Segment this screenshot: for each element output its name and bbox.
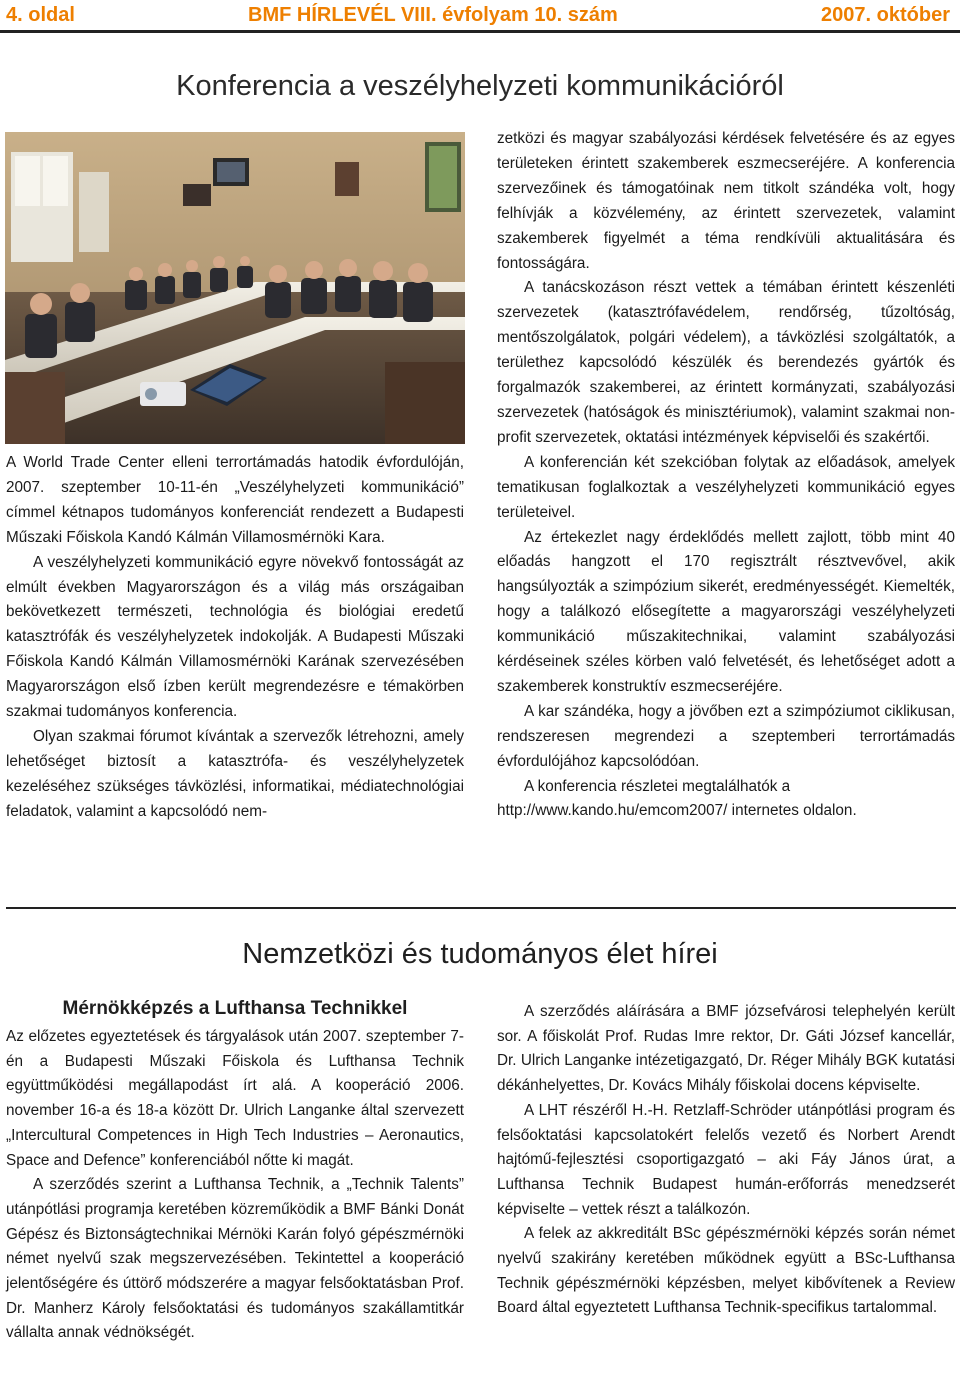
news-paragraph: A LHT részéről H.-H. Retzlaff-Schröder utánpótlási program és felsőoktatási kapcsolatokért felelős vezető és Norbert Arendt hajtómű-fejlesztési csoportigazgató – aki Fáy János úrat, a Lufthansa Technik Budapest humán-erőforrás menedzserét képviselte – vettek részt a találkozón. <box>497 1101 955 1218</box>
news-subtitle: Mérnökképzés a Lufthansa Technikkel <box>62 998 408 1019</box>
article-paragraph: A veszélyhelyzeti kommunikáció egyre növekvő fontosságát az elmúlt években Magyarországon és a világ más országaiban bekövetkezett természeti, technológia és biológiai eredetű katasztrófák és veszélyhelyzetek indokolják. A Budapesti Műszaki Főiskola Kandó Kálmán Villamosmérnöki Karának szervezésében Magyarországon első ízben került megrendezésre e témakörben szakmai tudományos konferencia. <box>6 553 464 721</box>
news-paragraph: Az előzetes egyeztetések és tárgyalások után 2007. szeptember 7-én a Budapesti Műszaki Főiskola és Lufthansa Technik együttműködési megállapodást írt alá. A kooperáció 2006. november 16-a és 18-a között Dr. Ulrich Langanke által szervezett „Intercultural Competences in High Tech Industries – Aeronautics, Space and Defence” konferenciából nőtte ki magát. <box>6 1028 464 1169</box>
news-column-right <box>497 1000 955 1321</box>
publication-name: BMF HÍRLEVÉL VIII. évfolyam 10. szám <box>248 4 618 26</box>
article-paragraph: A World Trade Center elleni terrortámadás hatodik évfordulóján, 2007. szeptember 10-11-én „Veszélyhelyzeti kommunikáció” címmel kétnapos tudományos konferenciát rendezett a Budapesti Műszaki Főiskola Kandó Kálmán Villamosmérnöki Kara. <box>6 454 464 546</box>
news-paragraph: A felek az akkreditált BSc gépészmérnöki képzés során német nyelvű szakirány keretében működnek együtt a BSc-Lufthansa Technik gépészmérnöki képzésben, melyet kibővítenek a Review Board által egyeztetett Lufthansa Technik-specifikus tartalommal. <box>497 1225 955 1317</box>
article-paragraph: Olyan szakmai fórumot kívántak a szervezők létrehozni, amely lehetőséget biztosít a katasztrófa- és veszélyhelyzetek kezeléséhez szükséges távközlési, informatikai, médiatechnológiai feladatok, valamint a kapcsolódó nem- <box>6 727 464 820</box>
article-paragraph: A tanácskozáson részt vettek a témában érintett készenléti szervezetek (katasztrófavédelem, rendőrség, tűzoltóság, mentőszolgálatok, polgári védelem), a távközlési szolgáltatók, a területhez kapcsolódó készülék és berendezés gyártók és forgalmazók szakemberei, az érintett kormányzati, szabályozási szervezetek (hatóságok és minisztériumok), valamint szakmai non-profit szervezetek, oktatási intézmények képviselői és szakértői. <box>497 279 955 446</box>
article-column-left <box>6 451 464 825</box>
issue-date: 2007. október <box>821 4 950 26</box>
article-paragraph: zetközi és magyar szabályozási kérdések felvetésére és az egyes területeken érintett szakemberek eszmecseréjére. A konferencia szervezőinek és támogatóinak nem titkolt szándéka volt, hogy felhívják a közvélemény, az érintett szervezetek, valamint szakemberek figyelmét a téma rendkívüli aktualitására és fontosságára. <box>497 130 955 272</box>
news-paragraph: A szerződés aláírására a BMF józsefvárosi telephelyén került sor. A főiskolát Prof. Rudas Imre rektor, Dr. Gáti József kancellár, Dr. Ulrich Langanke intézetigazgató, Dr. Réger Mihály BGK kutatási dékánhelyettes, Dr. Kovács Mihály főiskolai docens képviselte. <box>497 1003 955 1095</box>
article-link-paragraph: A konferencia részletei megtalálhatók a http://www.kando.hu/emcom2007/ internetes oldalon. <box>497 777 857 820</box>
article-paragraph: A kar szándéka, hogy a jövőben ezt a szimpóziumot ciklikusan, rendszeresen megrendezi a szeptemberi terrortámadás évfordulójához kapcsolódóan. <box>497 702 955 770</box>
page-number: 4. oldal <box>6 4 75 26</box>
section-divider <box>6 907 956 909</box>
news-paragraph: A szerződés szerint a Lufthansa Technik, a „Technik Talents” utánpótlási programja keretében közreműködik a BMF Bánki Donát Gépész és Biztonságtechnikai Mérnöki Karán folyó gépészmérnöki német nyelvű szak megszervezésében. Tekintettel a kooperáció jelentőségére és úttörő módszerére a magyar felsőoktatásban Prof. Dr. Manherz Károly felsőoktatási és tudományos szakállamtitkár vállalta annak védnökségét. <box>6 1176 464 1342</box>
news-column-left <box>6 1025 464 1346</box>
article-title: Konferencia a veszélyhelyzeti kommunikációról <box>176 70 784 102</box>
article-paragraph: Az értekezlet nagy érdeklődés mellett zajlott, több mint 40 előadás hangzott el 170 regisztrált résztvevővel, akik hangsúlyozták a szimpózium sikerét, eredményességét. Kiemelték, hogy a találkozó elősegítette a magyarországi veszélyhelyzeti kommunikáció műszakitechnikai, valamint szabályozási kérdéseinek széles körben való felvetését, és lehetőséget adott a szakemberek konstruktív eszmecseréjére. <box>497 528 955 695</box>
article-paragraph: A konferencián két szekcióban folytak az előadások, amelyek tematikusan foglalkoztak a veszélyhelyzeti kommunikáció egyes területeivel. <box>497 453 955 521</box>
article-column-right <box>497 127 955 824</box>
page-header <box>0 0 960 33</box>
section-title: Nemzetközi és tudományos élet hírei <box>242 938 718 970</box>
conference-photo <box>5 132 465 444</box>
